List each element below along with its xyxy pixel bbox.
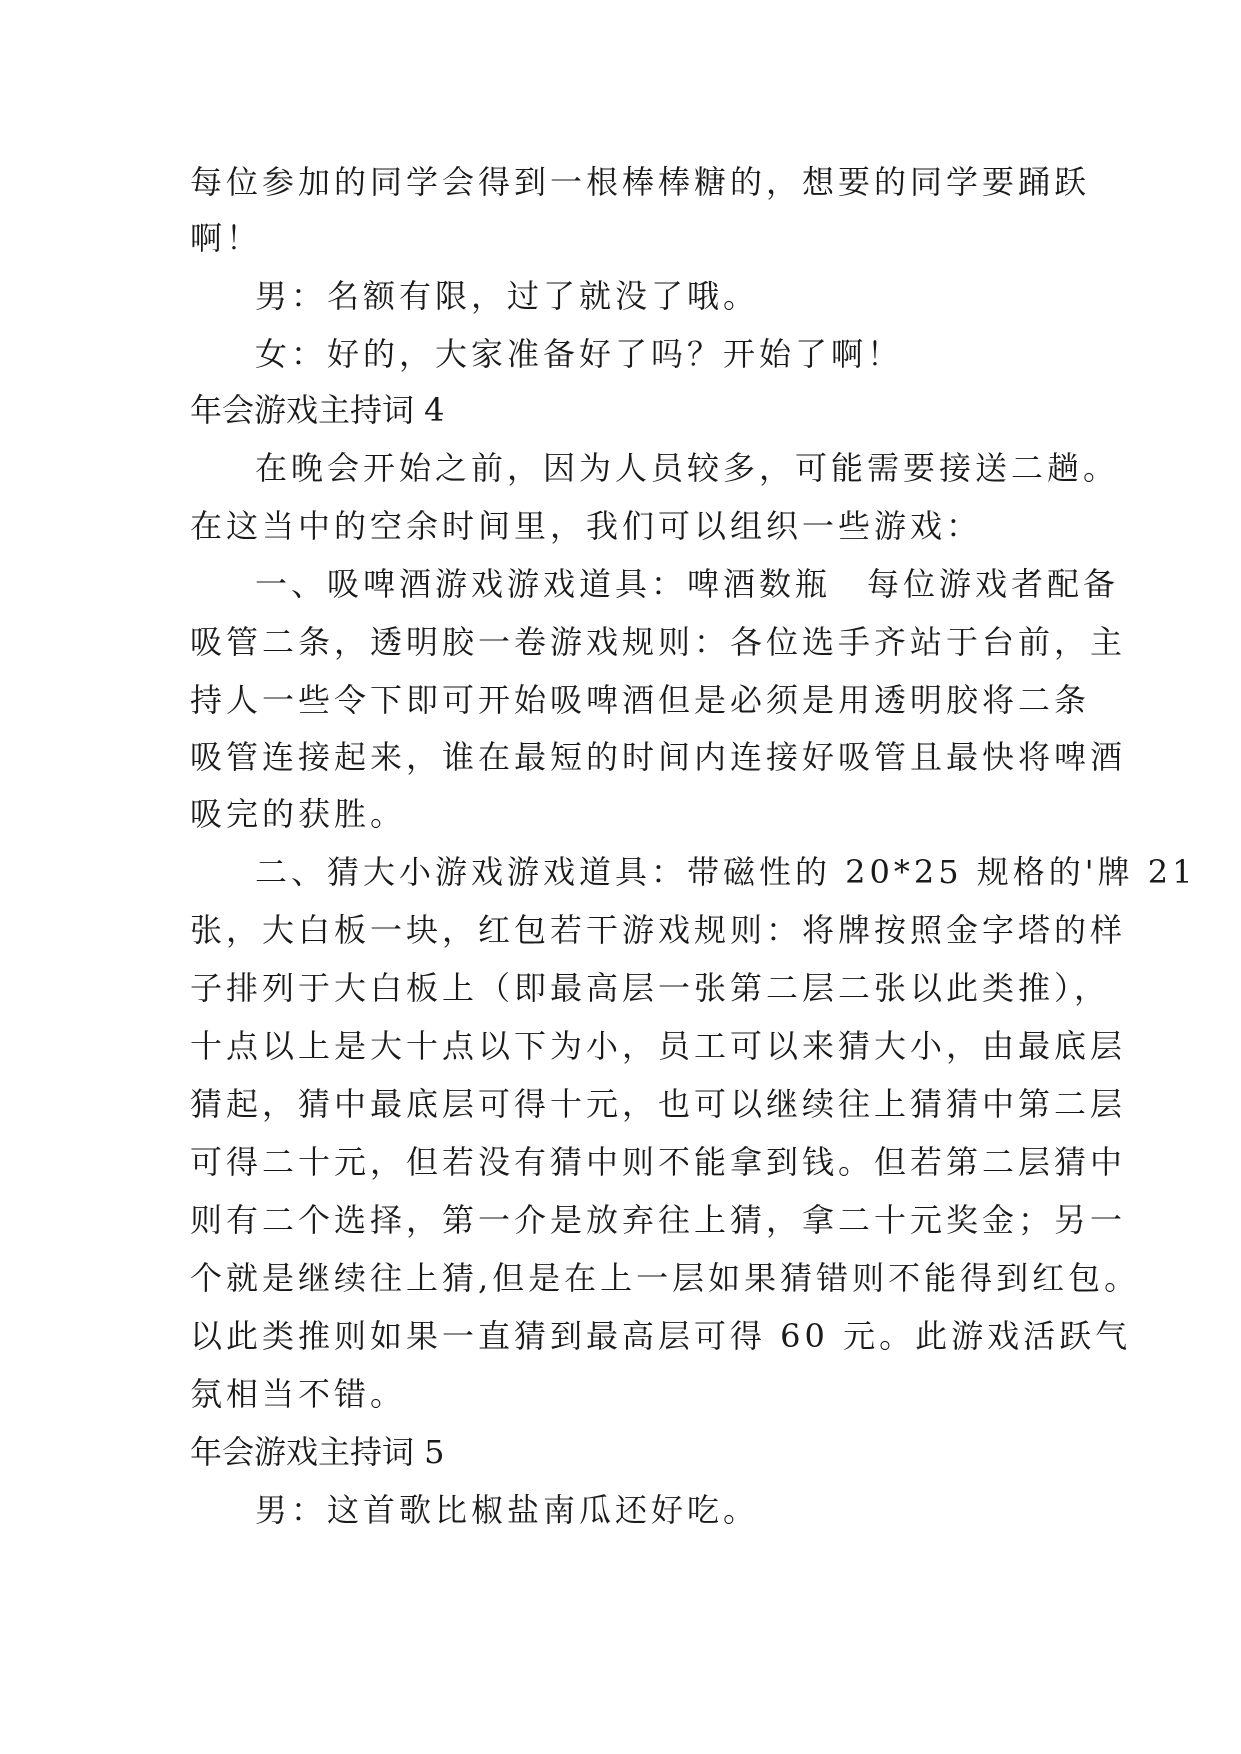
dialogue-line: 女：好的，大家准备好了吗？开始了啊！ <box>255 335 904 373</box>
dialogue-line: 男：这首歌比椒盐南瓜还好吃。 <box>255 1491 760 1529</box>
paragraph-line: 吸管二条，透明胶一卷游戏规则：各位选手齐站于台前，主 <box>190 623 1127 661</box>
paragraph-line: 一、吸啤酒游戏游戏道具：啤酒数瓶 每位游戏者配备 <box>255 565 1120 603</box>
paragraph-line: 吸完的获胜。 <box>190 795 407 833</box>
section-heading: 年会游戏主持词 4 <box>190 391 445 429</box>
paragraph-line: 个就是继续往上猜,但是在上一层如果猜错则不能得到红包。 <box>190 1259 1141 1297</box>
paragraph-line: 氛相当不错。 <box>190 1375 407 1413</box>
paragraph-line: 持人一些令下即可开始吸啤酒但是必须是用透明胶将二条 <box>190 681 1091 719</box>
paragraph-line: 每位参加的同学会得到一根棒棒糖的，想要的同学要踊跃 <box>190 163 1091 201</box>
paragraph-line: 则有二个选择，第一介是放弃往上猜，拿二十元奖金；另一 <box>190 1201 1127 1239</box>
paragraph-line: 在晚会开始之前，因为人员较多，可能需要接送二趟。 <box>255 449 1120 487</box>
paragraph-line: 子排列于大白板上（即最高层一张第二层二张以此类推）， <box>190 969 1111 1007</box>
paragraph-line: 十点以上是大十点以下为小，员工可以来猜大小，由最底层 <box>190 1027 1127 1065</box>
paragraph-line: 在这当中的空余时间里，我们可以组织一些游戏： <box>190 507 983 545</box>
paragraph-line: 猜起，猜中最底层可得十元，也可以继续往上猜猜中第二层 <box>190 1085 1127 1123</box>
paragraph-line: 二、猜大小游戏游戏道具：带磁性的 20*25 规格的'牌 21 <box>255 853 1197 891</box>
dialogue-line: 男：名额有限，过了就没了哦。 <box>255 277 760 315</box>
paragraph-line: 以此类推则如果一直猜到最高层可得 60 元。此游戏活跃气 <box>190 1317 1132 1355</box>
paragraph-line: 吸管连接起来，谁在最短的时间内连接好吸管且最快将啤酒 <box>190 738 1127 776</box>
section-heading: 年会游戏主持词 5 <box>190 1433 445 1471</box>
paragraph-line: 张，大白板一块，红包若干游戏规则：将牌按照金字塔的样 <box>190 911 1127 949</box>
paragraph-line: 可得二十元，但若没有猜中则不能拿到钱。但若第二层猜中 <box>190 1143 1127 1181</box>
paragraph-line: 啊！ <box>190 219 263 257</box>
